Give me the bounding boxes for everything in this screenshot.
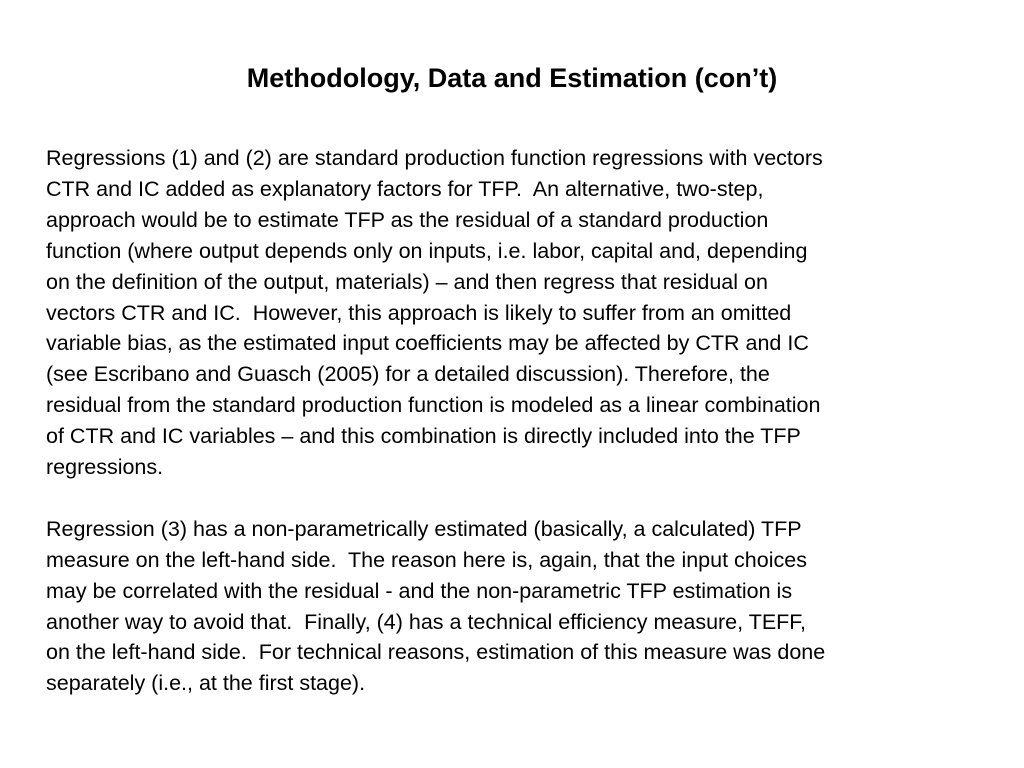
paragraph-1 <box>46 143 986 483</box>
paragraph-1-line-5: on the definition of the output, materials) – and then regress that residual on <box>46 269 768 294</box>
paragraph-2 <box>46 514 986 699</box>
slide-body <box>46 143 986 699</box>
paragraph-2-line-5: on the left-hand side. For technical reasons, estimation of this measure was done <box>46 640 826 665</box>
paragraph-1-line-11: regressions. <box>46 455 164 480</box>
paragraph-2-line-1: Regression (3) has a non-parametrically estimated (basically, a calculated) TFP <box>46 516 802 541</box>
paragraph-1-line-2: CTR and IC added as explanatory factors for TFP. An alternative, two-step, <box>46 176 764 201</box>
paragraph-1-line-10: of CTR and IC variables – and this combination is directly included into the TFP <box>46 424 801 449</box>
paragraph-1-line-6: vectors CTR and IC. However, this approach is likely to suffer from an omitted <box>46 300 792 325</box>
paragraph-1-line-1: Regressions (1) and (2) are standard production function regressions with vectors <box>46 146 823 170</box>
paragraph-2-line-3: may be correlated with the residual - and the non-parametric TFP estimation is <box>46 578 793 603</box>
paragraph-1-line-3: approach would be to estimate TFP as the residual of a standard production <box>46 207 769 232</box>
paragraph-1-line-8: (see Escribano and Guasch (2005) for a detailed discussion). Therefore, the <box>46 362 770 387</box>
paragraph-2-line-4: another way to avoid that. Finally, (4) has a technical efficiency measure, TEFF, <box>46 609 807 634</box>
slide-title: Methodology, Data and Estimation (con’t) <box>246 63 778 93</box>
paragraph-1-line-4: function (where output depends only on inputs, i.e. labor, capital and, depending <box>46 238 808 263</box>
paragraph-2-line-6: separately (i.e., at the first stage). <box>46 671 366 696</box>
paragraph-2-line-2: measure on the left-hand side. The reason here is, again, that the input choices <box>46 547 807 572</box>
paragraph-1-line-7: variable bias, as the estimated input coefficients may be affected by CTR and IC <box>46 331 809 356</box>
paragraph-1-line-9: residual from the standard production function is modeled as a linear combination <box>46 393 821 418</box>
